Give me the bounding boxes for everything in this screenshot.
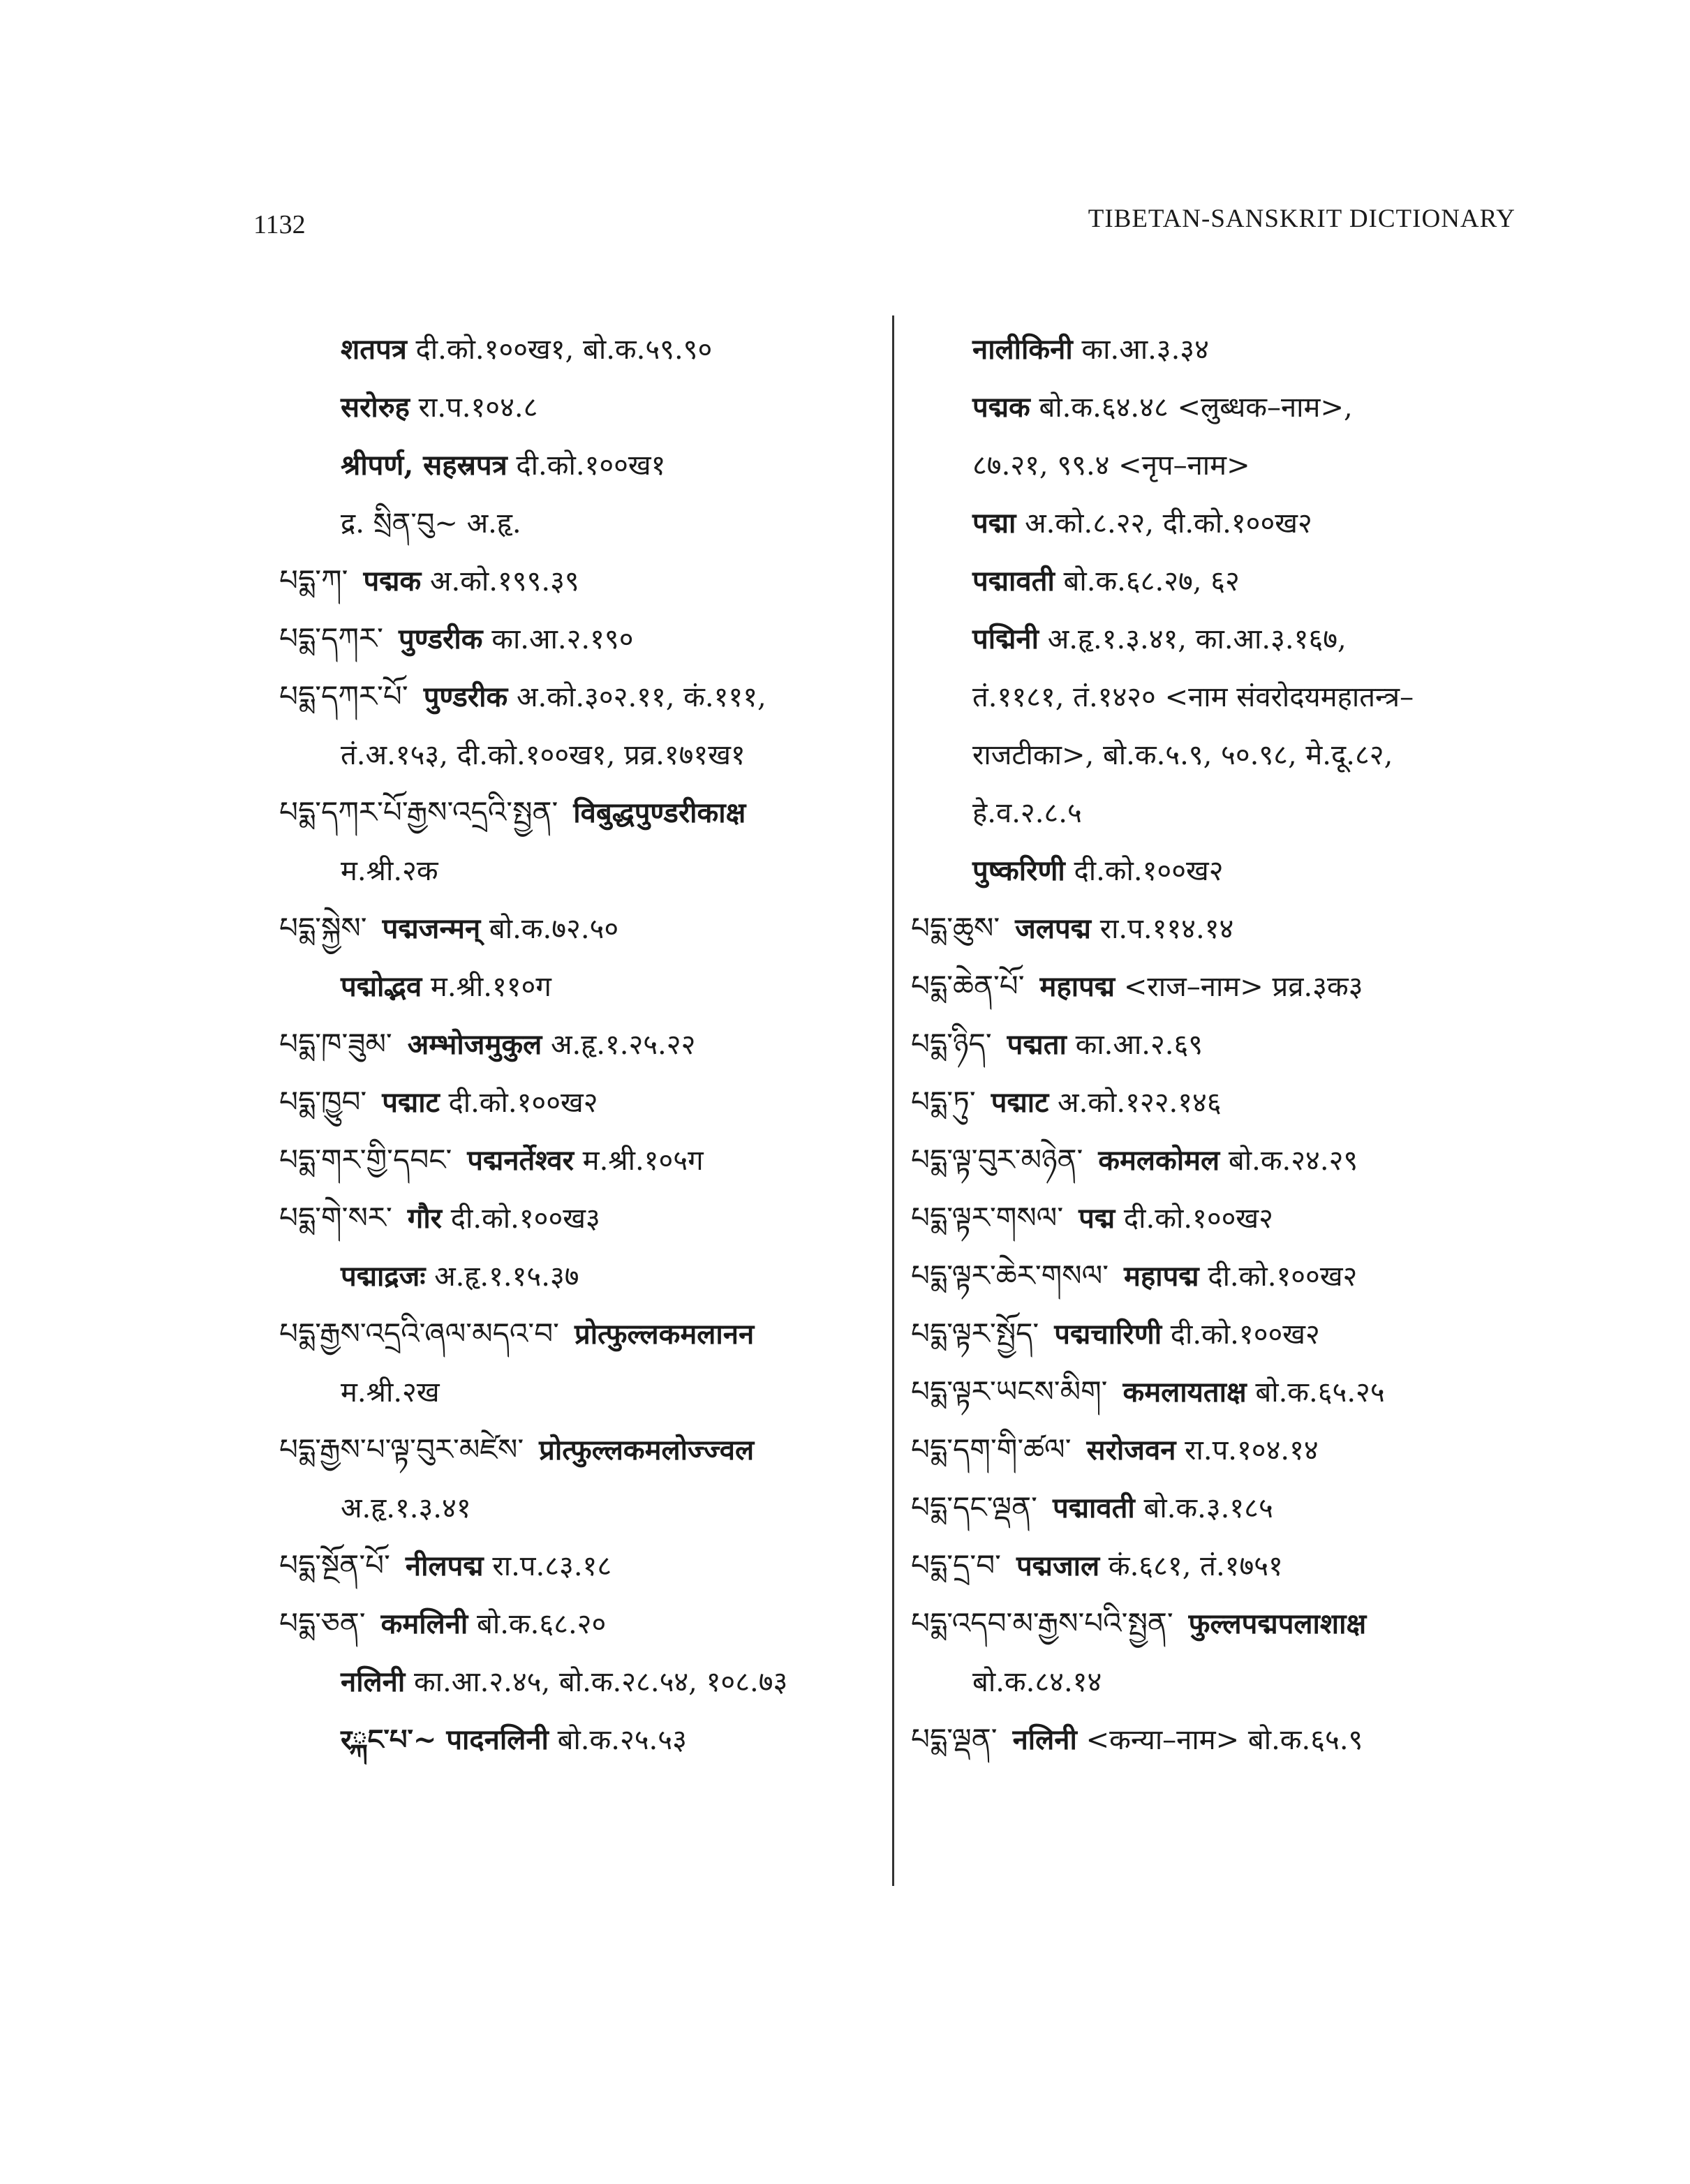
sanskrit-equivalent: विबुद्धपुण्डरीकाक्ष <box>573 796 746 829</box>
dictionary-entry-line <box>911 841 1525 899</box>
dictionary-entry-line <box>911 1420 1525 1478</box>
source-reference: रा.प.१०४.८ <box>418 392 538 424</box>
dictionary-entry-line <box>911 1362 1525 1420</box>
source-reference: तं.अ.१५३, दी.को.१००ख१, प्रव्र.१७१ख१ <box>341 739 746 771</box>
source-reference: तं.११८१, तं.१४२० <नाम संवरोदयमहातन्त्र– <box>972 681 1414 713</box>
dictionary-entry-line <box>911 378 1525 436</box>
dictionary-entry-line <box>279 1189 894 1247</box>
sanskrit-equivalent: पद्मक <box>972 391 1030 424</box>
tibetan-headword: པདྨ་ལྟ་བུར་མཉེན་ <box>911 1143 1083 1177</box>
dictionary-entry-line <box>911 1536 1525 1594</box>
sanskrit-equivalent: रྐང་པ་~ पादनलिनी <box>341 1723 549 1756</box>
sanskrit-equivalent: पुण्डरीक <box>398 623 483 655</box>
sanskrit-equivalent: कमलकोमल <box>1098 1144 1220 1177</box>
source-reference: दी.को.१००ख२ <box>1170 1318 1320 1351</box>
source-reference: दी.को.१००ख१ <box>516 450 666 482</box>
dictionary-entry-line <box>279 667 894 725</box>
sanskrit-equivalent: पद्माट <box>991 1086 1049 1119</box>
dictionary-entry-line <box>279 1247 894 1305</box>
sanskrit-equivalent: कमलायताक्ष <box>1122 1376 1247 1409</box>
sanskrit-equivalent: पद्मावती <box>1052 1492 1135 1524</box>
dictionary-entry-line <box>279 493 894 551</box>
source-reference: बो.क.६५.२५ <box>1255 1376 1385 1409</box>
source-reference: अ.हृ.१.२५.२२ <box>550 1029 696 1061</box>
dictionary-entry-line <box>911 609 1525 667</box>
sanskrit-equivalent: नलिनी <box>1012 1723 1077 1756</box>
dictionary-entry-line <box>279 841 894 899</box>
dictionary-entry-line <box>911 1073 1525 1131</box>
sanskrit-equivalent: गौर <box>407 1202 443 1235</box>
sanskrit-equivalent: नीलपद्म <box>405 1550 484 1582</box>
dictionary-entry-line <box>279 1073 894 1131</box>
sanskrit-equivalent: प्रोत्फुल्लकमलोज्ज्वल <box>539 1434 755 1466</box>
dictionary-entry-line <box>911 320 1525 378</box>
dictionary-entry-line <box>279 1362 894 1420</box>
dictionary-entry-line <box>279 320 894 378</box>
sanskrit-equivalent: सरोजवन <box>1086 1434 1176 1466</box>
dictionary-entry-line <box>279 1015 894 1073</box>
sanskrit-equivalent: पद्मक <box>363 565 422 597</box>
sanskrit-equivalent: सरोरुह <box>341 391 410 424</box>
dictionary-entry-line <box>279 1536 894 1594</box>
sanskrit-equivalent: पद्म <box>1079 1202 1115 1235</box>
tibetan-headword: པདྨ་སྔོན་པོ་ <box>279 1548 390 1582</box>
sanskrit-equivalent: महापद्म <box>1124 1260 1199 1293</box>
source-reference: राजटीका>, बो.क.५.९, ५०.९८, मे.दू.८२, <box>972 739 1393 771</box>
source-reference: बो.क.२५.५३ <box>557 1724 687 1756</box>
sanskrit-equivalent: प्रोत्फुल्लकमलानन <box>574 1318 755 1351</box>
tibetan-headword: པདྨ་ཁ་ཟུམ་ <box>279 1027 392 1061</box>
source-reference: अ.को.१९९.३९ <box>429 565 579 597</box>
dictionary-entry-line <box>279 1594 894 1652</box>
source-reference: अ.को.१२२.१४६ <box>1058 1087 1222 1119</box>
tibetan-headword: པདྨ་དཀར་པོ་རྒྱས་འདྲའི་སྤྱན་ <box>279 795 558 829</box>
sanskrit-equivalent: नालीकिनी <box>972 333 1073 366</box>
dictionary-entry-line <box>279 436 894 493</box>
source-reference: दी.को.१००ख२ <box>1208 1261 1358 1293</box>
tibetan-headword: པདྨ་ཉིད་ <box>911 1027 992 1061</box>
source-reference: का.आ.२.४५, बो.क.२८.५४, १०८.७३ <box>413 1666 788 1698</box>
source-reference: का.आ.२.१९० <box>491 623 634 655</box>
sanskrit-equivalent: अम्भोजमुकुल <box>407 1028 542 1061</box>
dictionary-entry-line <box>279 783 894 841</box>
dictionary-entry-line <box>911 783 1525 841</box>
dictionary-entry-line <box>279 725 894 783</box>
dictionary-entry-line <box>911 1247 1525 1305</box>
sanskrit-equivalent: शतपत्र <box>341 333 407 366</box>
source-reference: ८७.२१, ९९.४ <नृप–नाम> <box>972 450 1250 482</box>
tibetan-headword: པདྨ་ཁྱུབ་ <box>279 1085 367 1119</box>
running-title: TIBETAN-SANSKRIT DICTIONARY <box>1088 205 1515 233</box>
source-reference: म.श्री.१०५ग <box>582 1145 704 1177</box>
source-reference: का.आ.३.३४ <box>1081 334 1209 366</box>
tibetan-headword: པདྨ་ཆུས་ <box>911 911 1000 945</box>
tibetan-headword: པདྨ་ཅན་ <box>279 1606 366 1640</box>
sanskrit-equivalent: पद्मोद्भव <box>341 970 422 1003</box>
source-reference: हे.व.२.८.५ <box>972 797 1082 829</box>
source-reference: दी.को.१००ख१, बो.क.५९.९० <box>415 334 713 366</box>
source-reference: बो.क.७२.५० <box>489 913 619 945</box>
dictionary-entry-line <box>911 493 1525 551</box>
tibetan-headword: པདྨ་དཀར་པོ་ <box>279 679 408 713</box>
tibetan-headword: པདྨ་གེ་སར་ <box>279 1201 392 1235</box>
sanskrit-equivalent: पद्माद्रजः <box>341 1260 426 1293</box>
dictionary-entry-line <box>911 957 1525 1015</box>
dictionary-entry-line <box>279 899 894 957</box>
tibetan-headword: པདྨ་ལྟར་ཆེར་གསལ་ <box>911 1258 1109 1293</box>
dictionary-entry-line <box>911 667 1525 725</box>
tibetan-headword: པདྨ་ལྟར་གསལ་ <box>911 1201 1064 1235</box>
tibetan-headword: པདྨ་ཀ་ <box>279 563 348 597</box>
sanskrit-equivalent: पद्मता <box>1007 1028 1067 1061</box>
sanskrit-equivalent: जलपद्म <box>1015 912 1091 945</box>
source-reference: अ.को.३०२.११, कं.१११, <box>516 681 766 713</box>
dictionary-entry-line <box>911 1305 1525 1362</box>
dictionary-entry-line <box>911 1652 1525 1710</box>
page-number: 1132 <box>253 210 306 239</box>
sanskrit-equivalent: पुण्डरीक <box>423 681 508 713</box>
sanskrit-equivalent: पद्मा <box>972 507 1016 540</box>
tibetan-headword: པདྨ་རྒྱས་པ་ལྟ་བུར་མཛེས་ <box>279 1432 524 1466</box>
source-reference: बो.क.६४.४८ <लुब्धक–नाम>, <box>1039 392 1353 424</box>
tibetan-headword: པདྨ་འདབ་མ་རྒྱས་པའི་སྤྱན་ <box>911 1606 1173 1640</box>
source-reference: अ.हृ.१.३.४१ <box>341 1492 471 1524</box>
sanskrit-equivalent: श्रीपर्ण, सहस्रपत्र <box>341 449 507 482</box>
dictionary-entry-line <box>911 1478 1525 1536</box>
source-reference: <कन्या–नाम> बो.क.६५.९ <box>1085 1724 1363 1756</box>
tibetan-headword: པདྨ་དཀར་ <box>279 621 383 655</box>
dictionary-entry-line <box>279 1305 894 1362</box>
dictionary-entry-line <box>279 1478 894 1536</box>
tibetan-headword: པདྨ་ལྟར་ཡངས་མིག་ <box>911 1374 1108 1409</box>
tibetan-headword: པདྨ་དག་གི་ཚལ་ <box>911 1432 1072 1466</box>
tibetan-headword: པདྨ་རྒྱས་འདྲའི་ཞལ་མདའ་བ་ <box>279 1316 559 1351</box>
source-reference: दी.को.१००ख२ <box>1123 1203 1273 1235</box>
dictionary-entry-line <box>911 1189 1525 1247</box>
source-reference: बो.क.६८.२७, ६२ <box>1063 565 1240 597</box>
source-reference: बो.क.२४.२९ <box>1228 1145 1358 1177</box>
source-reference: म.श्री.११०ग <box>430 971 551 1003</box>
dictionary-entry-line <box>911 899 1525 957</box>
source-reference: बो.क.३.१८५ <box>1143 1492 1273 1524</box>
tibetan-headword: པདྨ་གར་གྱི་དབང་ <box>279 1143 452 1177</box>
source-reference: रा.प.१०४.१४ <box>1185 1434 1319 1466</box>
dictionary-entry-line <box>279 551 894 609</box>
tibetan-headword: པདྨ་སྐྱེས་ <box>279 911 367 945</box>
sanskrit-equivalent: पद्मजाल <box>1016 1550 1100 1582</box>
sanskrit-equivalent: फुल्लपद्मपलाशाक्ष <box>1188 1607 1367 1640</box>
source-reference: <राज–नाम> प्रव्र.३क३ <box>1123 971 1363 1003</box>
left-column <box>279 320 894 1768</box>
source-reference: रा.प.८३.१८ <box>492 1550 612 1582</box>
source-reference: बो.क.८४.१४ <box>972 1666 1102 1698</box>
dictionary-entry-line <box>911 725 1525 783</box>
sanskrit-equivalent: पद्माट <box>382 1086 440 1119</box>
right-column <box>911 320 1525 1768</box>
sanskrit-equivalent: नलिनी <box>341 1665 406 1698</box>
tibetan-headword: པདྨ་ཆེན་པོ་ <box>911 969 1025 1003</box>
sanskrit-equivalent: पद्मिनी <box>972 623 1039 655</box>
sanskrit-equivalent: पुष्करिणी <box>972 854 1065 887</box>
source-reference: द्र. སྲིན་བུ~ अ.हृ. <box>341 507 521 540</box>
dictionary-entry-line <box>279 609 894 667</box>
source-reference: अ.हृ.१.३.४१, का.आ.३.१६७, <box>1047 623 1347 655</box>
source-reference: रा.प.११४.१४ <box>1099 913 1234 945</box>
source-reference: म.श्री.२ख <box>341 1376 440 1409</box>
dictionary-entry-line <box>279 957 894 1015</box>
dictionary-entry-line <box>279 1131 894 1189</box>
sanskrit-equivalent: कमलिनी <box>380 1607 468 1640</box>
dictionary-entry-line <box>911 1594 1525 1652</box>
sanskrit-equivalent: पद्मनर्तेश्वर <box>467 1144 574 1177</box>
dictionary-entry-line <box>911 1710 1525 1768</box>
dictionary-entry-line <box>279 378 894 436</box>
source-reference: बो.क.६८.२० <box>477 1608 607 1640</box>
source-reference: कं.६८१, तं.१७५१ <box>1108 1550 1283 1582</box>
dictionary-entry-line <box>279 1420 894 1478</box>
sanskrit-equivalent: महापद्म <box>1039 970 1115 1003</box>
tibetan-headword: པདྨ་དྲ་བ་ <box>911 1548 1001 1582</box>
tibetan-headword: པདྨ་ལྟར་སྤྱོད་ <box>911 1316 1039 1351</box>
dictionary-entry-line <box>911 1131 1525 1189</box>
dictionary-entry-line <box>279 1652 894 1710</box>
tibetan-headword: པདྨ་ཏུ་ <box>911 1085 976 1119</box>
source-reference: दी.को.१००ख२ <box>1074 855 1224 887</box>
sanskrit-equivalent: पद्मजन्मन् <box>382 912 481 945</box>
dictionary-entry-line <box>911 551 1525 609</box>
source-reference: म.श्री.२क <box>341 855 438 887</box>
source-reference: दी.को.१००ख२ <box>448 1087 598 1119</box>
source-reference: अ.हृ.१.१५.३७ <box>434 1261 579 1293</box>
tibetan-headword: པདྨ་དང་ལྡན་ <box>911 1490 1037 1524</box>
tibetan-headword: པདྨ་ལྡན་ <box>911 1722 998 1756</box>
source-reference: दी.को.१००ख३ <box>450 1203 600 1235</box>
sanskrit-equivalent: पद्मचारिणी <box>1054 1318 1162 1351</box>
dictionary-entry-line <box>911 436 1525 493</box>
source-reference: अ.को.८.२२, दी.को.१००ख२ <box>1025 507 1312 540</box>
sanskrit-equivalent: पद्मावती <box>972 565 1055 597</box>
dictionary-entry-line <box>279 1710 894 1768</box>
source-reference: का.आ.२.६९ <box>1075 1029 1203 1061</box>
dictionary-entry-line <box>911 1015 1525 1073</box>
